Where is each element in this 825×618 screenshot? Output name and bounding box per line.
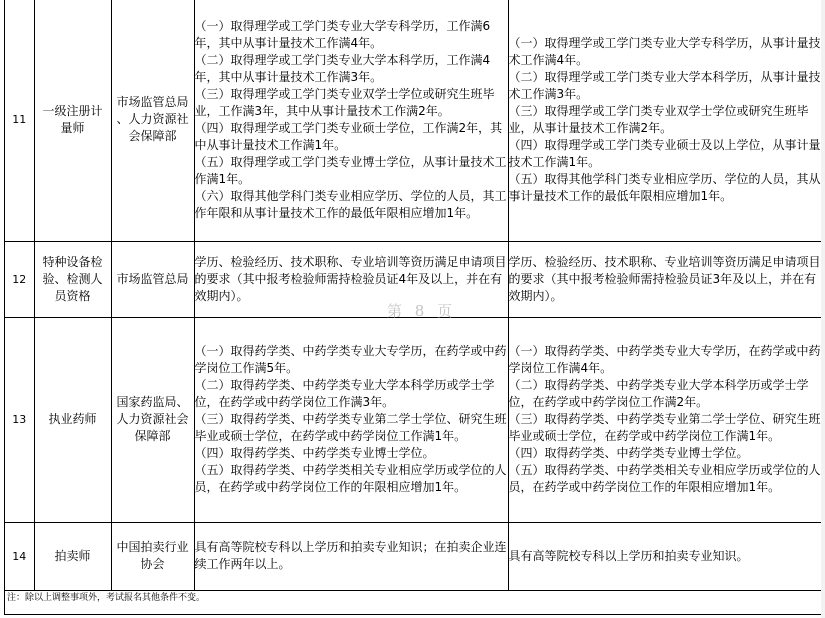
requirement-item: （二）取得药学类、中药学类专业大学本科学历或学士学位，在药学或中药学岗位工作满2年。 (508, 378, 809, 409)
adjusted-requirements (508, 522, 822, 590)
row-number: 13 (5, 317, 34, 522)
dept-line: 人力资源社会 (116, 412, 189, 426)
viewer-edge (821, 0, 825, 618)
dept-line: 、人力资源社 (116, 112, 189, 127)
table-row (5, 317, 822, 522)
department-cell (111, 317, 194, 522)
name-line: 拍卖师 (54, 548, 91, 563)
requirement-item: （二）取得理学或工学门类专业大学本科学历，工作满4年，其中从事计量技术工作满3年。 (194, 52, 491, 84)
dept-line: 市场监管总局 (116, 95, 189, 110)
name-line: 量师 (60, 120, 85, 135)
dept-line: 中国拍卖行业 (116, 540, 189, 554)
requirement-item: （二）取得理学或工学门类专业大学本科学历，从事计量技术工作满3年。 (508, 69, 821, 101)
requirement-item: （三）取得药学类、中药学类专业第二学士学位、研究生班毕业或硕士学位，在药学或中药学岗位工作满1年。 (194, 412, 507, 443)
original-requirements (194, 241, 508, 317)
requirement-item: （五）取得药学类、中药学类相关专业相应学历或学位的人员，在药学或中药学岗位工作的年限相应增加1年。 (508, 463, 821, 494)
dept-line: 协会 (140, 557, 165, 571)
original-requirements (194, 0, 508, 241)
requirement-item: （六）取得其他学科门类专业相应学历、学位的人员，其工作年限和从事计量技术工作的最低年限相应增加1年。 (194, 188, 507, 220)
footnote: 注：除以上调整事项外，考试报名其他条件不变。 (7, 593, 206, 603)
name-line: 特种设备检 (42, 254, 103, 269)
qualification-name (34, 241, 111, 317)
name-line: 一级注册计 (42, 103, 103, 118)
requirement-item: （三）取得理学或工学门类专业双学士学位或研究生班毕业，工作满3年，其中从事计量技术工作满2年。 (194, 86, 495, 118)
requirement-item: （二）取得药学类、中药学类专业大学本科学历或学士学位，在药学或中药学岗位工作满3年。 (194, 378, 495, 409)
adjusted-requirements (508, 241, 822, 317)
requirement-item: （四）取得理学或工学门类专业硕士及以上学位，从事计量技术工作满1年。 (508, 137, 821, 169)
qualification-table (5, 0, 822, 591)
dept-line: 市场监管总局 (116, 271, 189, 286)
row-number: 14 (5, 522, 34, 590)
requirement-item: 学历、检验经历、技术职称、专业培训等资历满足申请项目的要求（其中报考检验师需持检验员证4年及以上，并在有效期内）。 (194, 254, 507, 303)
dept-line: 会保障部 (128, 129, 177, 144)
requirement-item: （一）取得药学类、中药学类专业大专学历，在药学或中药学岗位工作满5年。 (194, 344, 507, 375)
table-row (5, 0, 822, 241)
requirement-item: （四）取得药学类、中药学类专业博士学位。 (508, 446, 749, 460)
name-line: 执业药师 (48, 412, 97, 426)
qualification-name (34, 0, 111, 241)
requirement-item: （五）取得理学或工学门类专业博士学位，从事计量技术工作满1年。 (194, 154, 507, 186)
department-cell (111, 241, 194, 317)
requirement-item: （一）取得理学或工学门类专业大学专科学历，从事计量技术工作满4年。 (508, 35, 821, 67)
row-number: 12 (5, 241, 34, 317)
adjusted-requirements (508, 317, 822, 522)
requirement-item: （三）取得理学或工学门类专业双学士学位或研究生班毕业，从事计量技术工作满2年。 (508, 103, 809, 135)
dept-line: 保障部 (134, 429, 171, 443)
qualification-name (34, 522, 111, 590)
dept-line: 国家药监局、 (116, 395, 189, 409)
name-line: 员资格 (54, 288, 91, 303)
name-line: 验、检测人 (42, 271, 103, 286)
requirement-item: （五）取得药学类、中药学类相关专业相应学历或学位的人员，在药学或中药学岗位工作的年限相应增加1年。 (194, 463, 507, 494)
department-cell (111, 0, 194, 241)
row-number: 11 (5, 0, 34, 241)
table-row (5, 522, 822, 590)
document-page (4, 0, 823, 615)
requirement-item: （一）取得理学或工学门类专业大学专科学历，工作满6年，其中从事计量技术工作满4年。 (194, 18, 491, 50)
requirement-item: （三）取得药学类、中药学类专业第二学士学位、研究生班毕业或硕士学位，在药学或中药学岗位工作满1年。 (508, 412, 821, 443)
requirement-item: 具有高等院校专科以上学历和拍卖专业知识。 (508, 548, 749, 563)
qualification-name (34, 317, 111, 522)
department-cell (111, 522, 194, 590)
original-requirements (194, 522, 508, 590)
requirement-item: 具有高等院校专科以上学历和拍卖专业知识；在拍卖企业连续工作两年以上。 (194, 540, 507, 571)
requirement-item: （四）取得理学或工学门类专业硕士学位，工作满2年，其中从事计量技术工作满1年。 (194, 120, 503, 152)
original-requirements (194, 317, 508, 522)
adjusted-requirements (508, 0, 822, 241)
requirement-item: （五）取得其他学科门类专业相应学历、学位的人员，其从事计量技术工作的最低年限相应增加1年。 (508, 171, 821, 203)
page-number-watermark: 第 8 页 (387, 302, 457, 320)
requirement-item: （四）取得药学类、中药学类专业博士学位。 (194, 446, 435, 460)
requirement-item: 学历、检验经历、技术职称、专业培训等资历满足申请项目的要求（其中报考检验师需持检验员证3年及以上，并在有效期内）。 (508, 254, 821, 303)
requirement-item: （一）取得药学类、中药学类专业大专学历，在药学或中药学岗位工作满4年。 (508, 344, 821, 375)
